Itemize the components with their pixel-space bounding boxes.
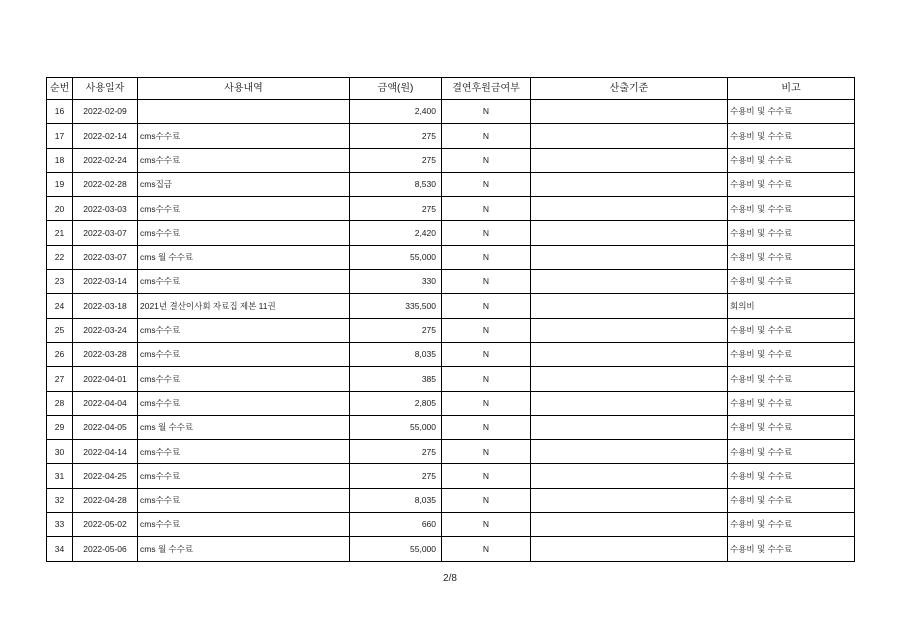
cell-amount: 385 [350, 367, 442, 391]
cell-basis [531, 415, 728, 439]
header-sponsorship-flag: 결연후원금여부 [442, 78, 531, 100]
table-row [47, 294, 855, 318]
header-amount: 금액(원) [350, 78, 442, 100]
cell-sponsorship-flag: N [442, 391, 531, 415]
cell-sponsorship-flag: N [442, 148, 531, 172]
cell-date: 2022-03-24 [73, 318, 138, 342]
cell-date: 2022-04-01 [73, 367, 138, 391]
table-row [47, 172, 855, 196]
cell-date: 2022-05-06 [73, 537, 138, 561]
cell-amount: 335,500 [350, 294, 442, 318]
cell-description: 2021년 결산이사회 자료집 제본 11권 [138, 294, 350, 318]
cell-note: 수용비 및 수수료 [728, 270, 855, 294]
cell-no: 17 [47, 124, 73, 148]
cell-description: cms수수료 [138, 342, 350, 366]
cell-basis [531, 245, 728, 269]
table-row [47, 221, 855, 245]
cell-note: 수용비 및 수수료 [728, 391, 855, 415]
cell-note: 수용비 및 수수료 [728, 100, 855, 124]
cell-note: 수용비 및 수수료 [728, 318, 855, 342]
cell-date: 2022-04-25 [73, 464, 138, 488]
cell-sponsorship-flag: N [442, 488, 531, 512]
cell-sponsorship-flag: N [442, 415, 531, 439]
cell-sponsorship-flag: N [442, 342, 531, 366]
cell-no: 20 [47, 197, 73, 221]
cell-amount: 275 [350, 148, 442, 172]
cell-sponsorship-flag: N [442, 270, 531, 294]
cell-no: 28 [47, 391, 73, 415]
cell-description: cms 월 수수료 [138, 537, 350, 561]
table-row [47, 440, 855, 464]
header-no: 순번 [47, 78, 73, 100]
cell-sponsorship-flag: N [442, 245, 531, 269]
cell-no: 26 [47, 342, 73, 366]
cell-date: 2022-03-18 [73, 294, 138, 318]
expense-table [46, 77, 855, 562]
cell-no: 24 [47, 294, 73, 318]
cell-sponsorship-flag: N [442, 172, 531, 196]
cell-amount: 8,035 [350, 488, 442, 512]
cell-no: 29 [47, 415, 73, 439]
cell-note: 수용비 및 수수료 [728, 172, 855, 196]
cell-no: 18 [47, 148, 73, 172]
cell-amount: 275 [350, 318, 442, 342]
cell-amount: 55,000 [350, 415, 442, 439]
cell-description: cms수수료 [138, 148, 350, 172]
table-row [47, 464, 855, 488]
cell-basis [531, 124, 728, 148]
cell-amount: 8,530 [350, 172, 442, 196]
cell-amount: 330 [350, 270, 442, 294]
cell-amount: 275 [350, 464, 442, 488]
cell-sponsorship-flag: N [442, 440, 531, 464]
table-row [47, 342, 855, 366]
header-date: 사용일자 [73, 78, 138, 100]
cell-description: cms수수료 [138, 488, 350, 512]
cell-date: 2022-03-03 [73, 197, 138, 221]
cell-description: cms 월 수수료 [138, 415, 350, 439]
table-row [47, 148, 855, 172]
cell-basis [531, 367, 728, 391]
cell-note: 수용비 및 수수료 [728, 221, 855, 245]
cell-basis [531, 172, 728, 196]
cell-no: 27 [47, 367, 73, 391]
cell-description: cms수수료 [138, 440, 350, 464]
cell-sponsorship-flag: N [442, 100, 531, 124]
header-note: 비고 [728, 78, 855, 100]
cell-sponsorship-flag: N [442, 221, 531, 245]
cell-no: 34 [47, 537, 73, 561]
cell-sponsorship-flag: N [442, 513, 531, 537]
cell-no: 21 [47, 221, 73, 245]
cell-date: 2022-03-14 [73, 270, 138, 294]
cell-description: cms수수료 [138, 367, 350, 391]
cell-amount: 55,000 [350, 245, 442, 269]
table-row [47, 124, 855, 148]
cell-date: 2022-03-07 [73, 221, 138, 245]
cell-basis [531, 221, 728, 245]
cell-no: 32 [47, 488, 73, 512]
cell-date: 2022-04-14 [73, 440, 138, 464]
cell-note: 회의비 [728, 294, 855, 318]
cell-sponsorship-flag: N [442, 537, 531, 561]
cell-note: 수용비 및 수수료 [728, 537, 855, 561]
cell-amount: 275 [350, 197, 442, 221]
cell-basis [531, 318, 728, 342]
cell-basis [531, 342, 728, 366]
table-row [47, 367, 855, 391]
cell-no: 30 [47, 440, 73, 464]
cell-basis [531, 488, 728, 512]
cell-note: 수용비 및 수수료 [728, 148, 855, 172]
cell-description: cms수수료 [138, 391, 350, 415]
cell-sponsorship-flag: N [442, 294, 531, 318]
cell-description: cms수수료 [138, 221, 350, 245]
cell-description: cms 월 수수료 [138, 245, 350, 269]
table-body [47, 100, 855, 562]
cell-sponsorship-flag: N [442, 197, 531, 221]
cell-note: 수용비 및 수수료 [728, 464, 855, 488]
cell-basis [531, 464, 728, 488]
cell-date: 2022-03-07 [73, 245, 138, 269]
cell-description: cms수수료 [138, 464, 350, 488]
cell-note: 수용비 및 수수료 [728, 513, 855, 537]
cell-basis [531, 100, 728, 124]
cell-no: 33 [47, 513, 73, 537]
header-row [47, 78, 855, 100]
cell-no: 19 [47, 172, 73, 196]
cell-description: cms수수료 [138, 124, 350, 148]
header-basis: 산출기준 [531, 78, 728, 100]
cell-basis [531, 513, 728, 537]
cell-date: 2022-02-28 [73, 172, 138, 196]
cell-note: 수용비 및 수수료 [728, 197, 855, 221]
cell-basis [531, 197, 728, 221]
cell-date: 2022-04-05 [73, 415, 138, 439]
cell-no: 31 [47, 464, 73, 488]
table-row [47, 100, 855, 124]
table-row [47, 245, 855, 269]
cell-note: 수용비 및 수수료 [728, 415, 855, 439]
table-row [47, 391, 855, 415]
cell-note: 수용비 및 수수료 [728, 245, 855, 269]
cell-note: 수용비 및 수수료 [728, 124, 855, 148]
cell-amount: 2,420 [350, 221, 442, 245]
cell-note: 수용비 및 수수료 [728, 367, 855, 391]
cell-description: cms수수료 [138, 318, 350, 342]
cell-no: 25 [47, 318, 73, 342]
cell-date: 2022-02-09 [73, 100, 138, 124]
cell-description: cms수수료 [138, 513, 350, 537]
page-number: 2/8 [443, 573, 457, 584]
cell-description: cms집금 [138, 172, 350, 196]
cell-basis [531, 440, 728, 464]
cell-sponsorship-flag: N [442, 124, 531, 148]
cell-date: 2022-03-28 [73, 342, 138, 366]
cell-basis [531, 294, 728, 318]
cell-date: 2022-02-24 [73, 148, 138, 172]
cell-basis [531, 537, 728, 561]
table-row [47, 415, 855, 439]
table-row [47, 488, 855, 512]
cell-amount: 8,035 [350, 342, 442, 366]
table-row [47, 270, 855, 294]
cell-amount: 2,400 [350, 100, 442, 124]
cell-sponsorship-flag: N [442, 367, 531, 391]
cell-amount: 275 [350, 124, 442, 148]
header-description: 사용내역 [138, 78, 350, 100]
cell-no: 23 [47, 270, 73, 294]
cell-note: 수용비 및 수수료 [728, 488, 855, 512]
cell-basis [531, 391, 728, 415]
cell-basis [531, 270, 728, 294]
cell-description: cms수수료 [138, 270, 350, 294]
cell-description [138, 100, 350, 124]
cell-date: 2022-02-14 [73, 124, 138, 148]
cell-amount: 55,000 [350, 537, 442, 561]
table-row [47, 318, 855, 342]
cell-date: 2022-05-02 [73, 513, 138, 537]
table-row [47, 197, 855, 221]
table-row [47, 513, 855, 537]
cell-date: 2022-04-04 [73, 391, 138, 415]
cell-note: 수용비 및 수수료 [728, 342, 855, 366]
cell-amount: 275 [350, 440, 442, 464]
cell-amount: 660 [350, 513, 442, 537]
cell-basis [531, 148, 728, 172]
table-header [47, 78, 855, 100]
cell-sponsorship-flag: N [442, 464, 531, 488]
cell-no: 22 [47, 245, 73, 269]
cell-description: cms수수료 [138, 197, 350, 221]
cell-no: 16 [47, 100, 73, 124]
cell-sponsorship-flag: N [442, 318, 531, 342]
cell-note: 수용비 및 수수료 [728, 440, 855, 464]
table-row [47, 537, 855, 561]
cell-amount: 2,805 [350, 391, 442, 415]
cell-date: 2022-04-28 [73, 488, 138, 512]
